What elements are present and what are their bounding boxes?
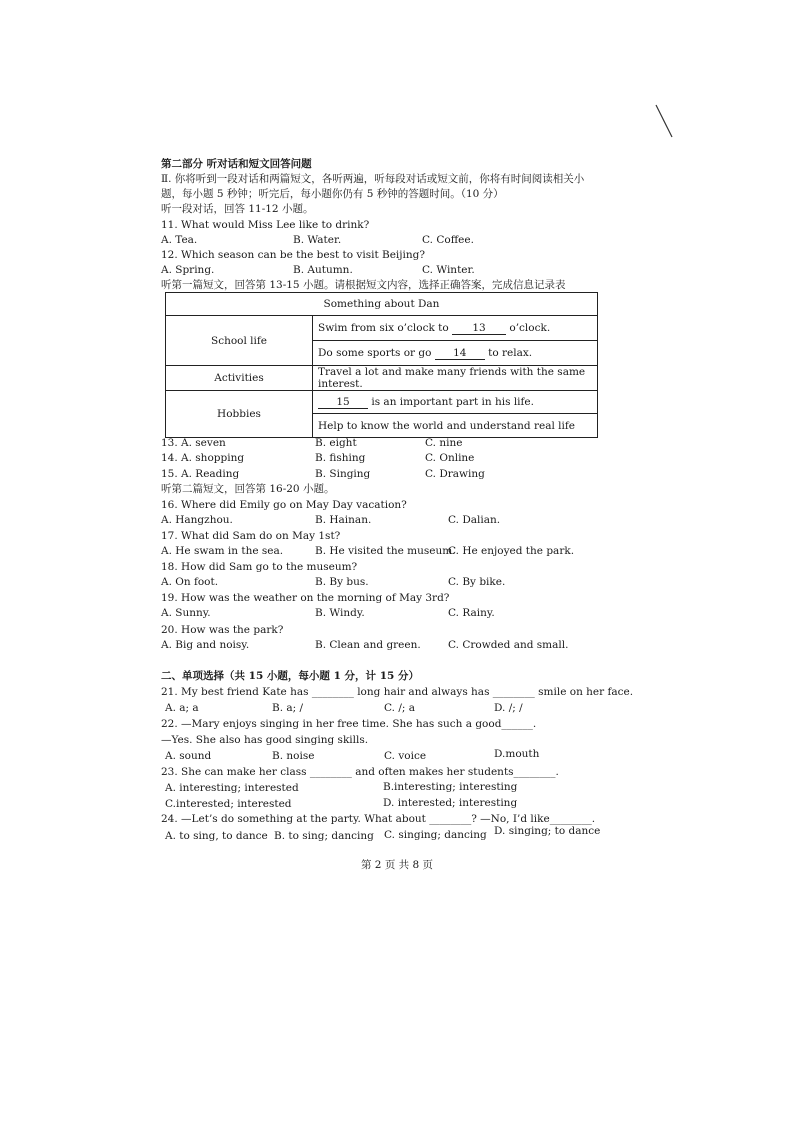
question-21: 21. My best friend Kate has ________ long hair and always has ________ smile on her face. (161, 686, 634, 698)
q23-option-d: D. interested; interesting (383, 797, 518, 809)
question-24: 24. —Let’s do something at the party. What about ________? —No, I’d like________. (161, 813, 596, 825)
dialogue-intro: 听一段对话，回答 11-12 小题。 (161, 203, 314, 215)
q18-option-a: A. On foot. (161, 576, 219, 588)
question-19: 19. How was the weather on the morning of May 3rd? (161, 592, 450, 604)
cell-15-suffix: is an important part in his life. (371, 395, 534, 408)
question-22: 22. —Mary enjoys singing in her free time. She has such a good______. (161, 718, 537, 730)
table-label-school-life: School life (166, 316, 313, 366)
question-18: 18. How did Sam go to the museum? (161, 561, 358, 573)
table-label-hobbies: Hobbies (166, 391, 313, 438)
question-12: 12. Which season can be the best to visit Beijing? (161, 249, 426, 261)
instructions-line-1: Ⅱ. 你将听到一段对话和两篇短文，各听两遍，听每段对话或短文前，你将有时间阅读相关小 (161, 173, 585, 185)
table-cell-15 (313, 391, 598, 414)
table-cell-activities: Travel a lot and make many friends with the same interest. (313, 366, 598, 391)
q16-option-c: C. Dalian. (448, 514, 501, 526)
instructions-line-2: 题，每小题 5 秒钟；听完后，每小题你仍有 5 秒钟的答题时间。（10 分） (161, 188, 504, 200)
part2-title: 二、单项选择（共 15 小题，每小题 1 分，计 15 分） (161, 670, 419, 682)
info-record-table (165, 292, 598, 438)
q15-option-c: C. Drawing (425, 468, 485, 480)
question-20: 20. How was the park? (161, 624, 284, 636)
q12-option-a: A. Spring. (161, 264, 215, 276)
q15-option-a: 15. A. Reading (161, 468, 240, 480)
q17-option-a: A. He swam in the sea. (161, 545, 284, 557)
q18-option-b: B. By bus. (315, 576, 369, 588)
passage2-intro: 听第二篇短文，回答第 16-20 小题。 (161, 483, 335, 495)
q19-option-a: A. Sunny. (161, 607, 211, 619)
q20-option-c: C. Crowded and small. (448, 639, 569, 651)
cell-14-suffix: to relax. (488, 346, 533, 359)
q20-option-b: B. Clean and green. (315, 639, 421, 651)
cell-14-prefix: Do some sports or go (318, 346, 432, 359)
section-title: 第二部分 听对话和短文回答问题 (161, 158, 312, 170)
table-cell-14 (313, 341, 598, 366)
q21-option-b: B. a; / (272, 702, 304, 714)
q23-option-c: C.interested; interested (165, 798, 292, 810)
q15-option-b: B. Singing (315, 468, 371, 480)
blank-15: 15 (318, 396, 368, 409)
q21-option-c: C. /; a (384, 702, 416, 714)
q22-option-b: B. noise (272, 750, 315, 762)
q11-option-c: C. Coffee. (422, 234, 474, 246)
question-22-reply: —Yes. She also has good singing skills. (161, 734, 369, 746)
cell-13-suffix: o’clock. (509, 321, 551, 334)
q21-option-d: D. /; / (494, 702, 523, 714)
q16-option-a: A. Hangzhou. (161, 514, 233, 526)
q22-option-d: D.mouth (494, 748, 540, 760)
table-cell-hobbies-2: Help to know the world and understand real life (313, 414, 598, 438)
table-title: Something about Dan (166, 293, 598, 316)
question-11: 11. What would Miss Lee like to drink? (161, 219, 370, 231)
q13-option-b: B. eight (315, 437, 357, 449)
q23-option-b: B.interesting; interesting (383, 781, 518, 793)
question-16: 16. Where did Emily go on May Day vacation? (161, 499, 407, 511)
q19-option-b: B. Windy. (315, 607, 365, 619)
q14-option-a: 14. A. shopping (161, 452, 245, 464)
q24-option-c: C. singing; dancing (384, 829, 487, 841)
page-number: 第 2 页 共 8 页 (360, 859, 434, 871)
q19-option-c: C. Rainy. (448, 607, 495, 619)
q24-option-b: B. to sing; dancing (274, 830, 374, 842)
q13-option-a: 13. A. seven (161, 437, 226, 449)
table-label-activities: Activities (166, 366, 313, 391)
q20-option-a: A. Big and noisy. (161, 639, 250, 651)
blank-14: 14 (435, 347, 485, 360)
q22-option-a: A. sound (165, 750, 212, 762)
q18-option-c: C. By bike. (448, 576, 506, 588)
q17-option-b: B. He visited the museum. (315, 545, 456, 557)
q12-option-c: C. Winter. (422, 264, 475, 276)
q23-option-a: A. interesting; interested (165, 782, 299, 794)
question-23: 23. She can make her class ________ and often makes her students________. (161, 766, 559, 778)
q11-option-a: A. Tea. (161, 234, 198, 246)
table-cell-13 (313, 316, 598, 341)
q11-option-b: B. Water. (293, 234, 342, 246)
q24-option-a: A. to sing, to dance (165, 830, 268, 842)
blank-13: 13 (452, 322, 506, 335)
q13-option-c: C. nine (425, 437, 463, 449)
q21-option-a: A. a; a (165, 702, 199, 714)
cell-13-prefix: Swim from six o’clock to (318, 321, 449, 334)
q17-option-c: C. He enjoyed the park. (448, 545, 575, 557)
q24-option-d: D. singing; to dance (494, 825, 601, 837)
question-17: 17. What did Sam do on May 1st? (161, 530, 341, 542)
q16-option-b: B. Hainan. (315, 514, 372, 526)
q14-option-c: C. Online (425, 452, 475, 464)
passage1-intro: 听第一篇短文，回答第 13-15 小题。请根据短文内容，选择正确答案，完成信息记录表 (161, 279, 566, 291)
q22-option-c: C. voice (384, 750, 427, 762)
q12-option-b: B. Autumn. (293, 264, 353, 276)
q14-option-b: B. fishing (315, 452, 366, 464)
